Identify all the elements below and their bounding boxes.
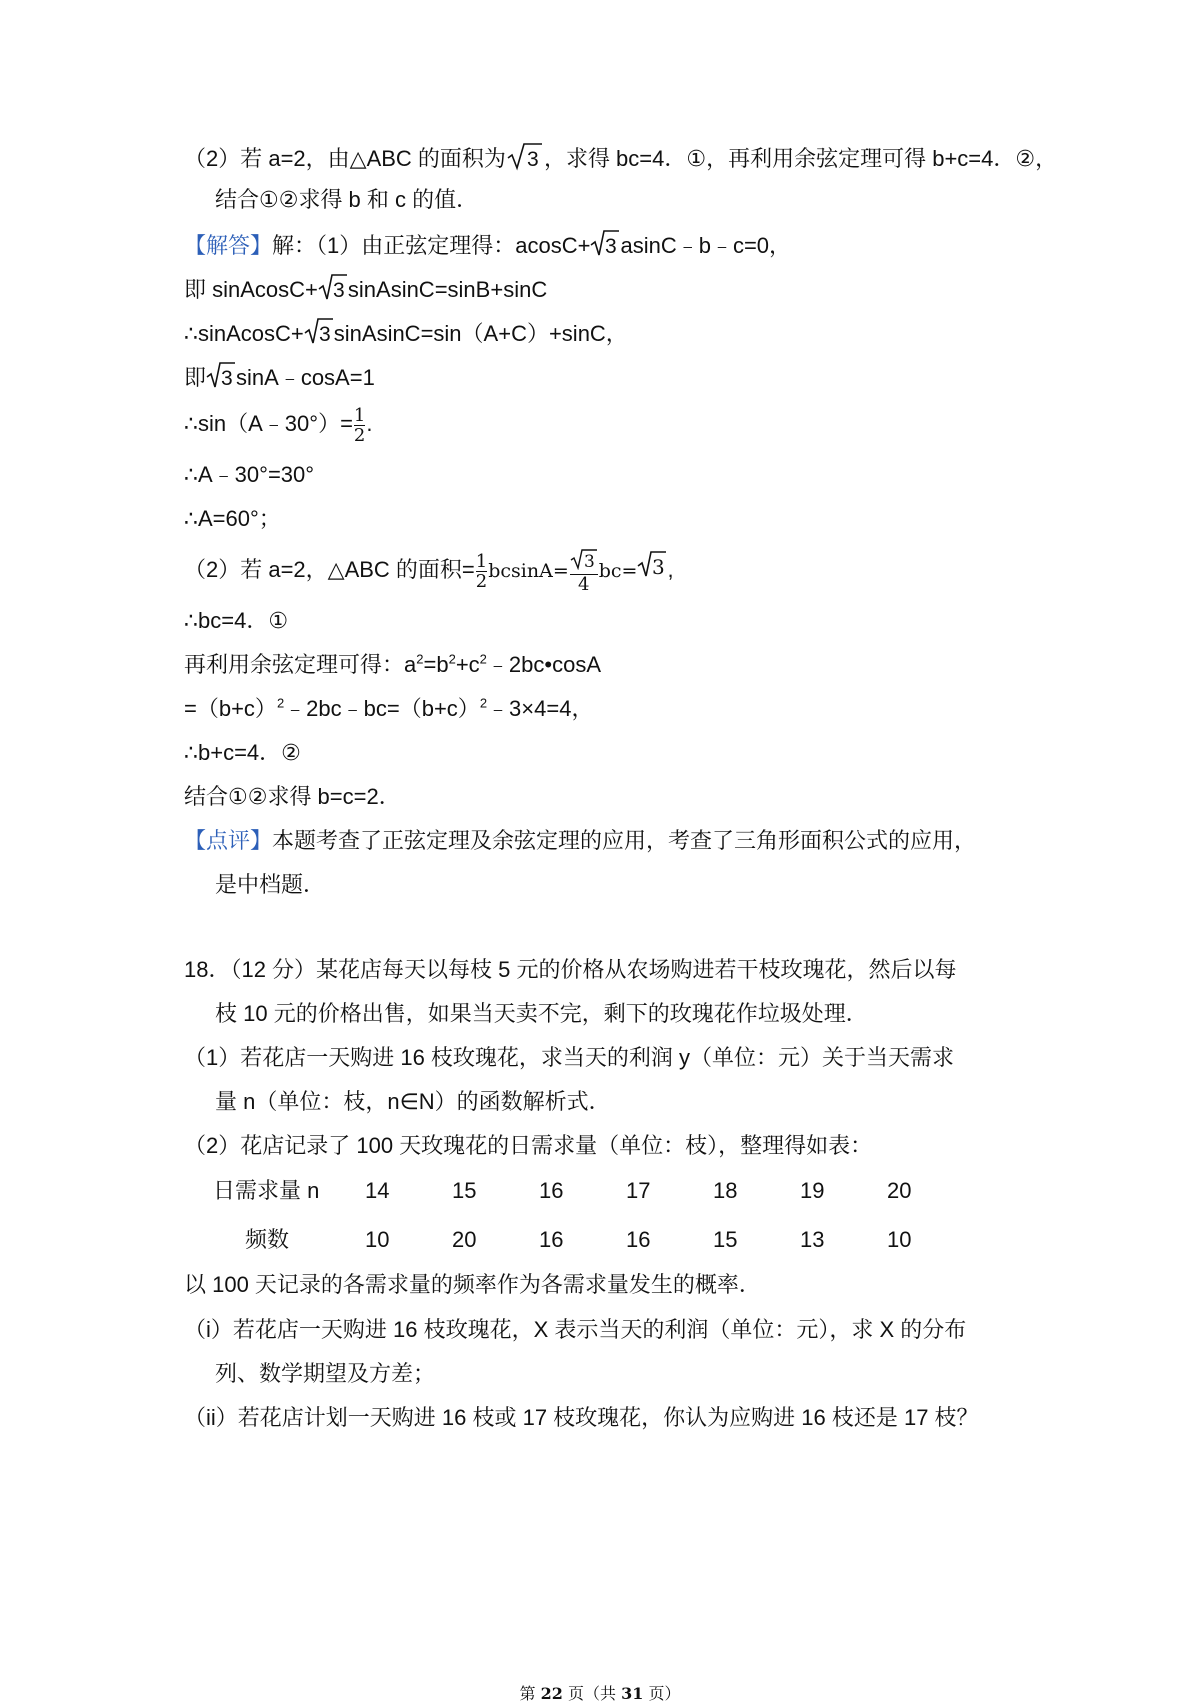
radicand: 3 <box>605 235 618 258</box>
table-cell: 20 <box>452 1227 477 1252</box>
analysis-part2-line1 <box>184 141 1058 179</box>
table-cell: 18 <box>713 1178 738 1203</box>
fraction-sqrt3-over-4 <box>570 548 598 594</box>
comment-tag: 【点评】 <box>184 828 273 853</box>
text-segment: （2）若 a=2，由△ABC 的面积为 <box>184 145 506 171</box>
sqrt-3-symbol <box>304 316 334 354</box>
fraction-one-half <box>354 406 365 445</box>
superscript: 2 <box>416 651 424 667</box>
denominator: 4 <box>578 574 590 595</box>
text-segment: , <box>667 556 674 582</box>
sqrt-3-symbol <box>318 272 348 310</box>
text-segment: bcsinA= <box>488 559 569 582</box>
text-segment: （2）若 a=2，△ABC 的面积= <box>184 556 475 582</box>
problem18-qi-line2: 列、数学期望及方差； <box>215 1361 436 1386</box>
denominator: 2 <box>353 424 366 446</box>
table-cell: 10 <box>887 1227 912 1252</box>
comment-line2: 是中档题． <box>215 872 326 897</box>
footer-text: 页） <box>643 1684 681 1703</box>
problem18-qi-line1: （i）若花店一天购进 16 枝玫瑰花，X 表示当天的利润（单位：元），求 X 的分布 <box>184 1317 967 1342</box>
numerator: 1 <box>353 404 366 426</box>
sqrt-3-symbol <box>570 548 598 574</box>
text-segment: . <box>366 411 373 436</box>
answer-line9: ∴bc=4．① <box>184 608 289 633</box>
problem18-qii-line1: （ii）若花店计划一天购进 16 枝或 17 枝玫瑰花，你认为应购进 16 枝还是 17 枝？ <box>184 1405 979 1430</box>
footer-text: 第 <box>519 1684 541 1703</box>
comment-line1 <box>184 826 1040 856</box>
table-cell: 16 <box>626 1227 651 1252</box>
answer-line7: ∴A=60°； <box>184 506 281 531</box>
table-cell: 15 <box>713 1227 738 1252</box>
sqrt-3-symbol <box>206 360 236 398</box>
table-cell: 14 <box>365 1178 390 1203</box>
text-segment: 本题考查了正弦定理及余弦定理的应用，考查了三角形面积公式的应用， <box>272 828 977 853</box>
text-segment: 即 sinAcosC+ <box>184 276 318 302</box>
page-number: 22 <box>540 1684 563 1703</box>
text-segment: sinAsinC=sin（A+C）+sinC， <box>333 320 628 346</box>
table-cell: 19 <box>800 1178 825 1203</box>
table-cell: 17 <box>626 1178 651 1203</box>
text-segment: sinA﹣cosA=1 <box>236 364 375 390</box>
text-segment: +c <box>455 652 480 677</box>
table-cell: 10 <box>365 1227 390 1252</box>
answer-line12: ∴b+c=4．② <box>184 740 301 765</box>
text-segment: =（b+c） <box>184 696 277 721</box>
table-cell: 16 <box>539 1227 564 1252</box>
problem18-note: 以 100 天记录的各需求量的频率作为各需求量发生的概率． <box>184 1272 761 1297</box>
table-cell: 20 <box>887 1178 912 1203</box>
radicand: 3 <box>583 552 595 570</box>
text-segment: =b <box>423 652 449 677</box>
text-segment: 再利用余弦定理可得：a <box>184 652 417 677</box>
problem18-q1-line2: 量 n（单位：枝，n∈N）的函数解析式． <box>215 1089 611 1114</box>
radicand: 3 <box>652 555 666 579</box>
denominator: 2 <box>475 570 488 592</box>
text-segment: 解：（1）由正弦定理得：acosC+ <box>272 232 591 258</box>
analysis-part2-line2: 结合①②求得 b 和 c 的值． <box>215 187 479 212</box>
radicand: 3 <box>318 323 331 346</box>
text-segment: ∴sinAcosC+ <box>184 320 304 346</box>
numerator: 1 <box>475 550 488 572</box>
table-row-label: 日需求量 n <box>213 1178 320 1203</box>
footer-text: 页（共 <box>562 1684 622 1703</box>
sqrt-3-symbol <box>590 228 620 266</box>
page-footer <box>0 1681 1200 1704</box>
total-pages: 31 <box>621 1684 644 1703</box>
answer-line4 <box>184 360 1040 398</box>
table-cell: 16 <box>539 1178 564 1203</box>
text-segment: ，求得 bc=4．①，再利用余弦定理可得 b+c=4．②， <box>543 145 1058 171</box>
radicand: 3 <box>332 279 345 302</box>
radicand: 3 <box>526 148 539 171</box>
answer-line8 <box>184 548 1040 594</box>
radicand: 3 <box>221 367 233 390</box>
answer-line6: ∴A﹣30°=30° <box>184 462 315 487</box>
text-segment: ﹣2bc•cosA <box>486 652 601 677</box>
answer-line1 <box>184 228 1040 266</box>
problem18-q2-line1: （2）花店记录了 100 天玫瑰花的日需求量（单位：枝），整理得如表： <box>184 1133 873 1158</box>
table-row-label: 频数 <box>245 1227 290 1252</box>
text-segment: sinAsinC=sinB+sinC <box>347 276 548 302</box>
table-cell: 13 <box>800 1227 825 1252</box>
answer-line2 <box>184 272 1040 310</box>
problem18-line2: 枝 10 元的价格出售，如果当天卖不完，剩下的玫瑰花作垃圾处理． <box>215 1001 868 1026</box>
fraction-one-half <box>476 552 487 591</box>
text-segment: ﹣3×4=4， <box>487 696 594 721</box>
answer-tag: 【解答】 <box>184 232 273 258</box>
answer-line5 <box>184 404 1040 445</box>
text-segment: asinC﹣b﹣c=0， <box>620 232 792 258</box>
answer-line3 <box>184 316 1040 354</box>
text-segment: ∴sin（A﹣30°）= <box>184 411 353 436</box>
problem18-line1: 18．（12 分）某花店每天以每枝 5 元的价格从农场购进若干枝玫瑰花，然后以每 <box>184 957 957 982</box>
sqrt-3-symbol <box>506 141 544 179</box>
superscript: 2 <box>479 651 487 667</box>
answer-line11 <box>184 694 1040 724</box>
table-cell: 15 <box>452 1178 477 1203</box>
superscript: 2 <box>479 695 488 711</box>
text-segment: bc= <box>598 559 638 582</box>
superscript: 2 <box>276 695 285 711</box>
sqrt-3-symbol <box>637 549 667 593</box>
answer-line13: 结合①②求得 b=c=2． <box>184 784 401 809</box>
answer-line10 <box>184 650 1040 680</box>
superscript: 2 <box>448 651 456 667</box>
text-segment: 即 <box>184 364 207 390</box>
text-segment: ﹣2bc﹣bc=（b+c） <box>284 696 480 721</box>
problem18-q1-line1: （1）若花店一天购进 16 枝玫瑰花，求当天的利润 y（单位：元）关于当天需求 <box>184 1045 955 1070</box>
